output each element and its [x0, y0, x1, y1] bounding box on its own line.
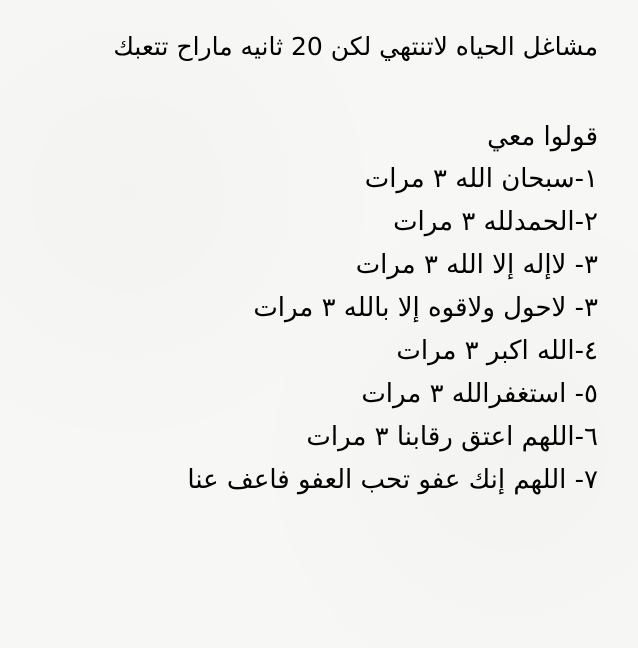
list-item: ٣- لاحول ولاقوه إلا بالله ٣ مرات	[253, 293, 598, 323]
list-item: ١-سبحان الله ٣ مرات	[364, 164, 598, 194]
list-item: ٤-الله اكبر ٣ مرات	[396, 336, 598, 366]
note-intro: قولوا معي	[487, 122, 598, 152]
note-headline: مشاغل الحياه لاتنتهي لكن 20 ثانيه ماراح تتعبك	[113, 32, 598, 61]
list-item: ٥- استغفرالله ٣ مرات	[361, 379, 598, 409]
list-item: ٦-اللهم اعتق رقابنا ٣ مرات	[306, 422, 598, 452]
list-item: ٢-الحمدلله ٣ مرات	[393, 207, 598, 237]
list-item: ٧- اللهم إنك عفو تحب العفو فاعف عنا	[187, 465, 598, 495]
list-item: ٣- لاإله إلا الله ٣ مرات	[355, 250, 598, 280]
